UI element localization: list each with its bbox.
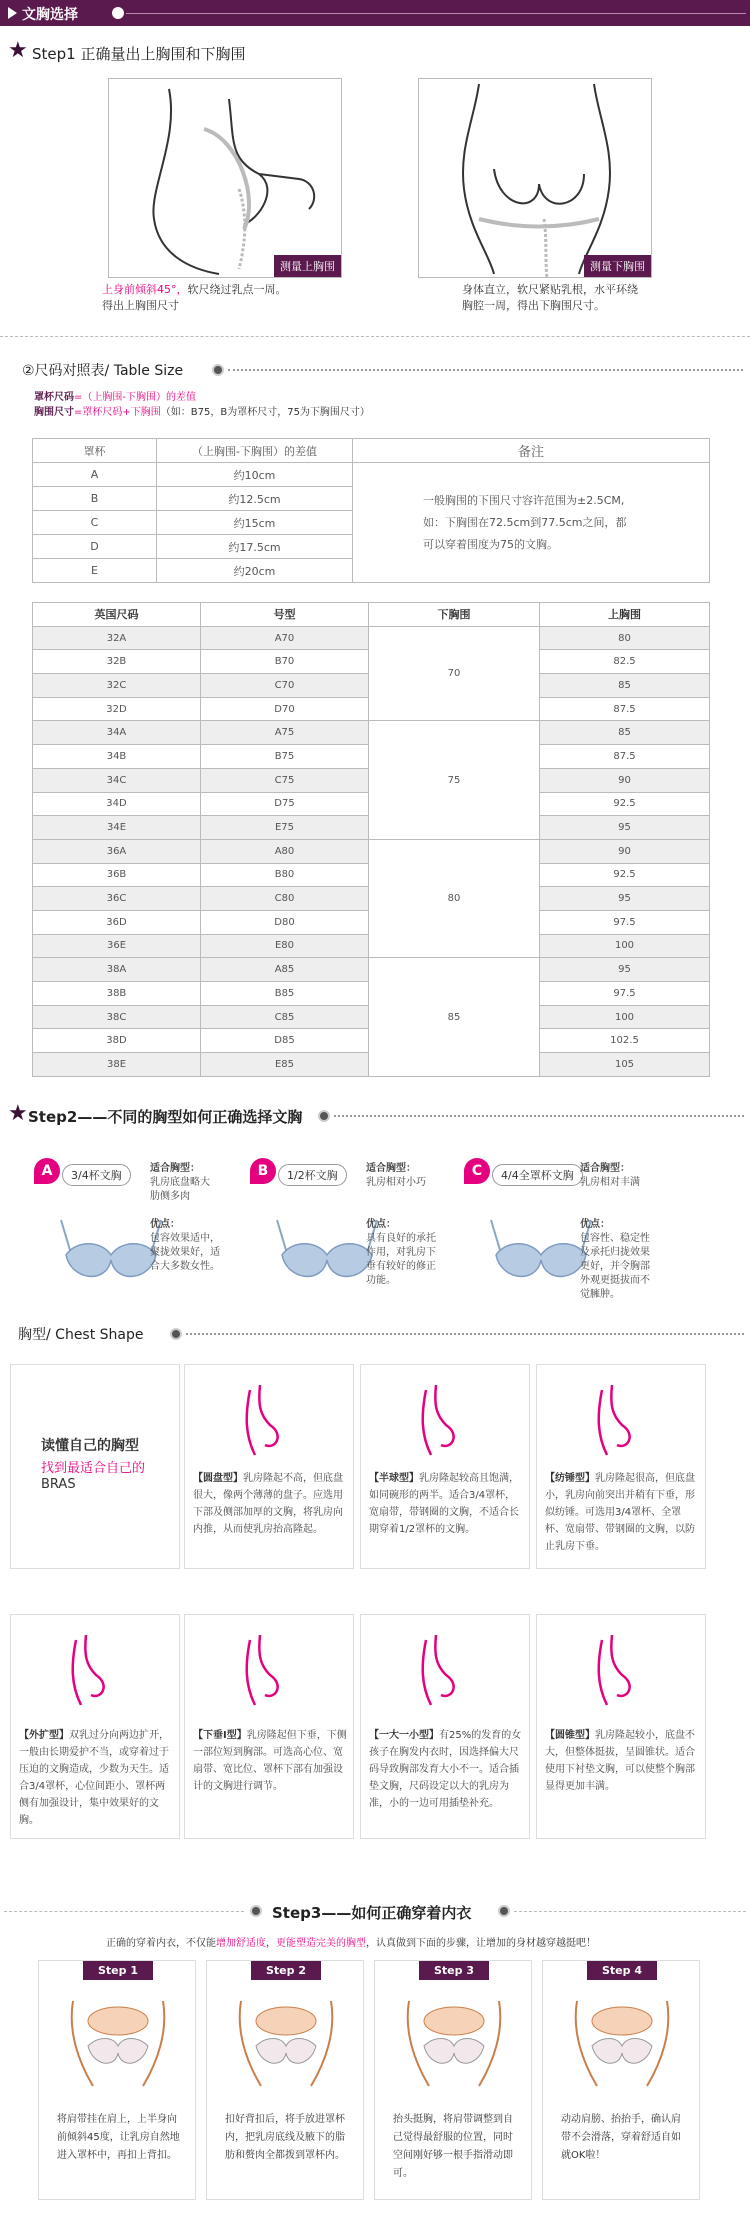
size-header: 英国尺码 bbox=[33, 603, 201, 627]
size-cell: 97.5 bbox=[540, 910, 710, 934]
step3-illustration bbox=[221, 1991, 351, 2091]
size-cell: 36E bbox=[33, 934, 201, 958]
cup-adv-label: 优点： bbox=[580, 1219, 610, 1230]
chest-shape-card bbox=[360, 1364, 530, 1569]
step2-title: Step2——不同的胸型如何正确选择文胸 bbox=[28, 1108, 303, 1126]
size-header: 号型 bbox=[201, 603, 369, 627]
cup-name-pill[interactable]: 1/2杯文胸 bbox=[278, 1164, 347, 1186]
cup-fit-label: 适合胸型： bbox=[366, 1163, 416, 1174]
size-section-title: ②尺码对照表/ Table Size bbox=[22, 363, 184, 379]
size-cell: B85 bbox=[201, 982, 369, 1006]
chest-shape-card bbox=[536, 1364, 706, 1569]
size-cell: 70 bbox=[369, 626, 540, 721]
size-cell: 82.5 bbox=[540, 650, 710, 674]
step3-desc: 动动肩膀、抬抬手，确认肩带不会滑落，穿着舒适自如就OK啦！ bbox=[561, 2114, 681, 2161]
cup-cell: D bbox=[33, 535, 157, 559]
step3-illustration bbox=[557, 1991, 687, 2091]
cup-header-remark: 备注 bbox=[353, 439, 710, 463]
cup-fit-text: 乳房底盘略大 肋侧多肉 bbox=[150, 1177, 210, 1202]
size-cell: 90 bbox=[540, 839, 710, 863]
size-cell: A80 bbox=[201, 839, 369, 863]
cup-letter-badge: B bbox=[250, 1158, 276, 1184]
cup-cell: E bbox=[33, 559, 157, 583]
step3-title: Step3——如何正确穿着内衣 bbox=[272, 1904, 472, 1922]
size-cell: 32B bbox=[33, 650, 201, 674]
size-cell: E80 bbox=[201, 934, 369, 958]
measure-upper-note: 上身前倾斜45°，软尺绕过乳点一周。 得出上胸围尺寸 bbox=[102, 283, 287, 312]
size-cell: 36C bbox=[33, 887, 201, 911]
chest-shape-icon bbox=[582, 1630, 662, 1710]
size-cell: 85 bbox=[540, 674, 710, 698]
cup-fit-label: 适合胸型： bbox=[580, 1163, 630, 1174]
cup-adv-label: 优点： bbox=[150, 1219, 180, 1230]
size-cell: 97.5 bbox=[540, 982, 710, 1006]
chest-shape-text: 【半球型】乳房隆起较高且饱满，如同碗形的两半。适合3/4罩杯，宽扇带，带钢圈的文胸，不适合长期穿着1/2罩杯的文胸。 bbox=[369, 1473, 519, 1535]
size-cell: 38B bbox=[33, 982, 201, 1006]
step3-dash-left bbox=[4, 1911, 244, 1912]
size-cell: 75 bbox=[369, 721, 540, 839]
chest-intro-3: BRAS bbox=[41, 1477, 76, 1492]
step3-tag: Step 3 bbox=[419, 1961, 489, 1980]
cup-name-pill[interactable]: 4/4全罩杯文胸 bbox=[492, 1164, 583, 1186]
chest-shape-text: 【一大一小型】有25%的发育的女孩子在胸发内衣时，因选择偏大尺码导致胸部发育大小不一。适合插垫文胸，尺码设定以大的乳房为准，小的一边可用插垫补充。 bbox=[369, 1730, 522, 1809]
cup-letter-badge: C bbox=[464, 1158, 490, 1184]
size-cell: D85 bbox=[201, 1029, 369, 1053]
size-cell: 38C bbox=[33, 1005, 201, 1029]
step3-card bbox=[38, 1960, 196, 2200]
cup-table bbox=[32, 438, 710, 583]
cup-fit-text: 乳房相对丰满 bbox=[580, 1177, 640, 1188]
step3-card bbox=[206, 1960, 364, 2200]
size-table-header bbox=[33, 603, 710, 627]
chest-shape-text: 【纺锤型】乳房隆起很高，但底盘小，乳房向前突出并稍有下垂，形似纺锤。可选用3/4罩杯、全罩杯、宽扇带、带钢圈的文胸，以防止乳房下垂。 bbox=[545, 1473, 695, 1552]
measure-lower-illustration bbox=[419, 79, 652, 278]
size-cell: D75 bbox=[201, 792, 369, 816]
size-cell: C75 bbox=[201, 768, 369, 792]
size-cell: 95 bbox=[540, 816, 710, 840]
size-cell: B75 bbox=[201, 745, 369, 769]
cup-table-header bbox=[33, 439, 710, 463]
size-definitions: 罩杯尺码=（上胸围-下胸围）的差值 胸围尺寸=罩杯尺码+下胸围（如：B75，B为罩杯尺寸，75为下胸围尺寸） bbox=[34, 392, 370, 418]
chest-shape-card bbox=[184, 1364, 354, 1569]
size-cell: A70 bbox=[201, 626, 369, 650]
chest-dash bbox=[186, 1333, 744, 1335]
size-cell: 85 bbox=[540, 721, 710, 745]
size-cell: A85 bbox=[201, 958, 369, 982]
cup-cell: A bbox=[33, 463, 157, 487]
measure-lower-tag: 测量下胸围 bbox=[584, 255, 651, 277]
size-cell: 36B bbox=[33, 863, 201, 887]
chest-shape-card bbox=[536, 1614, 706, 1839]
chest-shape-icon bbox=[230, 1630, 310, 1710]
step3-intro: 正确的穿着内衣，不仅能增加舒适度，更能塑造完美的胸型，认真做到下面的步骤，让增加的身材越穿越挺吧！ bbox=[106, 1938, 596, 1949]
size-cell: 34A bbox=[33, 721, 201, 745]
size-cell: 34E bbox=[33, 816, 201, 840]
section-dot-icon bbox=[212, 364, 224, 376]
cup-header-diff: （上胸围-下胸围）的差值 bbox=[157, 439, 353, 463]
size-cell: 38D bbox=[33, 1029, 201, 1053]
size-cell: 102.5 bbox=[540, 1029, 710, 1053]
star-icon: ★ bbox=[8, 38, 28, 63]
chest-shape-card bbox=[10, 1614, 180, 1839]
chest-shape-text: 【圆锥型】乳房隆起较小，底盘不大，但整体挺拔，呈圆锥状。适合使用下衬垫文胸，可以使整个胸部显得更加丰满。 bbox=[545, 1730, 695, 1792]
cup-cell: C bbox=[33, 511, 157, 535]
chest-intro-1: 读懂自己的胸型 bbox=[41, 1438, 139, 1454]
size-cell: 38E bbox=[33, 1053, 201, 1077]
cup-fit-label: 适合胸型： bbox=[150, 1163, 200, 1174]
size-header: 上胸围 bbox=[540, 603, 710, 627]
size-header: 下胸围 bbox=[369, 603, 540, 627]
step3-desc: 扣好背扣后，将手放进罩杯内，把乳房底线及腋下的脂肪和赘肉全都拨到罩杯内。 bbox=[225, 2114, 345, 2161]
chest-shape-icon bbox=[56, 1630, 136, 1710]
size-cell: D70 bbox=[201, 697, 369, 721]
size-cell: 80 bbox=[540, 626, 710, 650]
measure-upper-figure bbox=[108, 78, 342, 278]
size-cell: 100 bbox=[540, 934, 710, 958]
size-cell: 32C bbox=[33, 674, 201, 698]
step3-desc: 将肩带挂在肩上，上半身向前倾斜45度，让乳房自然地进入罩杯中，再扣上背扣。 bbox=[57, 2114, 180, 2161]
size-cell: 80 bbox=[369, 839, 540, 957]
size-cell: 87.5 bbox=[540, 745, 710, 769]
step3-illustration bbox=[53, 1991, 183, 2091]
measure-upper-tag: 测量上胸围 bbox=[274, 255, 341, 277]
measure-lower-note: 身体直立，软尺紧贴乳根，水平环绕 胸腔一周，得出下胸围尺寸。 bbox=[462, 283, 638, 312]
cup-adv-text: 具有良好的承托 作用，对乳房下 垂有较好的修正 功能。 bbox=[366, 1233, 436, 1286]
table-row bbox=[33, 463, 710, 487]
page-title: 文胸选择 bbox=[22, 7, 78, 23]
chest-shape-icon bbox=[582, 1380, 662, 1460]
cup-cell: B bbox=[33, 487, 157, 511]
step3-dash-right bbox=[514, 1911, 746, 1912]
header-dot-icon bbox=[112, 7, 124, 19]
cup-fit-text: 乳房相对小巧 bbox=[366, 1177, 426, 1188]
step3-illustration bbox=[389, 1991, 519, 2091]
cup-adv-label: 优点： bbox=[366, 1219, 396, 1230]
size-cell: E85 bbox=[201, 1053, 369, 1077]
chest-shape-text: 【外扩型】双乳过分向两边扩开，一般由长期爱护不当，或穿着过于压迫的文胸造成，少数为天生。适合3/4罩杯，心位间距小、罩杯两侧有加强设计，集中效果好的文胸。 bbox=[19, 1730, 169, 1826]
step2-dash bbox=[334, 1115, 744, 1117]
chest-shape-icon bbox=[406, 1630, 486, 1710]
cup-letter-badge: A bbox=[34, 1158, 60, 1184]
size-cell: C70 bbox=[201, 674, 369, 698]
table-row bbox=[33, 626, 710, 650]
step3-tag: Step 2 bbox=[251, 1961, 321, 1980]
step3-card bbox=[542, 1960, 700, 2200]
section-dot-icon bbox=[318, 1110, 330, 1122]
step3-desc: 抬头挺胸，将肩带调整到自己觉得最舒服的位置，同时空间刚好够一根手指滑动即可。 bbox=[393, 2114, 513, 2179]
size-cell: E75 bbox=[201, 816, 369, 840]
size-cell: 32A bbox=[33, 626, 201, 650]
section-dot-icon bbox=[170, 1328, 182, 1340]
size-cell: 36D bbox=[33, 910, 201, 934]
step3-tag: Step 4 bbox=[587, 1961, 657, 1980]
section-divider bbox=[0, 336, 750, 337]
size-cell: C80 bbox=[201, 887, 369, 911]
size-cell: D80 bbox=[201, 910, 369, 934]
cup-adv-text: 包容性、稳定性 及承托归拢效果 更好，并令胸部 外观更挺拔而不 觉臃肿。 bbox=[580, 1233, 650, 1300]
cup-header-cup: 罩杯 bbox=[33, 439, 157, 463]
size-table bbox=[32, 602, 710, 1077]
chest-shape-icon bbox=[230, 1380, 310, 1460]
chest-shape-card bbox=[184, 1614, 354, 1839]
size-cell: 34B bbox=[33, 745, 201, 769]
measure-lower-figure bbox=[418, 78, 652, 278]
cup-cell: 约17.5cm bbox=[157, 535, 353, 559]
size-cell: 36A bbox=[33, 839, 201, 863]
size-cell: 38A bbox=[33, 958, 201, 982]
table-row bbox=[33, 958, 710, 982]
size-cell: 90 bbox=[540, 768, 710, 792]
chest-shape-icon bbox=[406, 1380, 486, 1460]
chest-title: 胸型/ Chest Shape bbox=[18, 1327, 144, 1343]
header-divider bbox=[126, 13, 746, 14]
star-icon: ★ bbox=[8, 1101, 28, 1126]
size-cell: C85 bbox=[201, 1005, 369, 1029]
cup-remark: 一般胸围的下围尺寸容许范围为±2.5CM, 如：下胸围在72.5cm到77.5cm之间，都 可以穿着围度为75的文胸。 bbox=[353, 463, 710, 583]
size-cell: 34C bbox=[33, 768, 201, 792]
size-section-dash bbox=[228, 369, 743, 371]
size-cell: B80 bbox=[201, 863, 369, 887]
cup-cell: 约15cm bbox=[157, 511, 353, 535]
table-row bbox=[33, 721, 710, 745]
step1-title: Step1 正确量出上胸围和下胸围 bbox=[32, 45, 246, 63]
step3-tag: Step 1 bbox=[83, 1961, 153, 1980]
size-cell: 105 bbox=[540, 1053, 710, 1077]
size-cell: 95 bbox=[540, 887, 710, 911]
size-cell: 100 bbox=[540, 1005, 710, 1029]
play-triangle-icon bbox=[8, 7, 17, 19]
cup-name-pill[interactable]: 3/4杯文胸 bbox=[62, 1164, 131, 1186]
size-cell: 34D bbox=[33, 792, 201, 816]
chest-shape-card bbox=[360, 1614, 530, 1839]
section-dot-icon bbox=[250, 1905, 262, 1917]
step3-card bbox=[374, 1960, 532, 2200]
cup-cell: 约20cm bbox=[157, 559, 353, 583]
chest-shape-text: 【圆盘型】乳房隆起不高，但底盘很大，像两个薄薄的盘子。应选用下部及侧部加厚的文胸，将乳房向内推，从而使乳房抬高隆起。 bbox=[193, 1473, 343, 1535]
size-cell: A75 bbox=[201, 721, 369, 745]
size-cell: 92.5 bbox=[540, 863, 710, 887]
chest-intro-2: 找到最适合自己的 bbox=[41, 1461, 146, 1476]
section-dot-icon bbox=[498, 1905, 510, 1917]
size-cell: 87.5 bbox=[540, 697, 710, 721]
cup-cell: 约12.5cm bbox=[157, 487, 353, 511]
measure-upper-illustration bbox=[109, 79, 342, 278]
chest-intro-box bbox=[10, 1364, 180, 1569]
chest-shape-text: 【下垂I型】乳房隆起但下垂，下侧一部位短到胸部。可选高心位、宽扇带、宽比位、罩杯下部有加强设计的文胸进行调节。 bbox=[193, 1730, 347, 1792]
size-cell: B70 bbox=[201, 650, 369, 674]
size-cell: 95 bbox=[540, 958, 710, 982]
size-cell: 32D bbox=[33, 697, 201, 721]
table-row bbox=[33, 839, 710, 863]
size-cell: 85 bbox=[369, 958, 540, 1076]
cup-adv-text: 包容效果适中， 聚拢效果好，适 合大多数女性。 bbox=[150, 1233, 220, 1272]
cup-cell: 约10cm bbox=[157, 463, 353, 487]
size-cell: 92.5 bbox=[540, 792, 710, 816]
